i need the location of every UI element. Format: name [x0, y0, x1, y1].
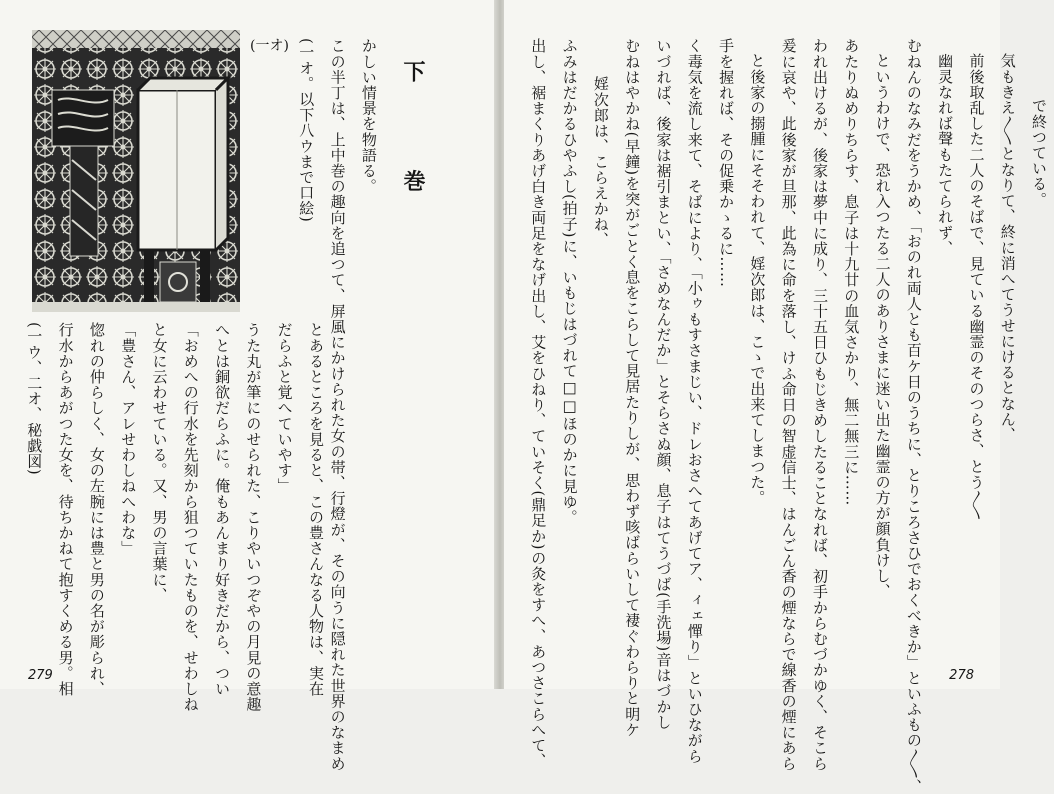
intro-line: かしい情景を物語る。 — [359, 38, 378, 194]
page-number-left: 279 — [28, 668, 53, 683]
body-line: むねんのなみだをうかめ、「おのれ両人とも百ケ日のうちに、とりころさひでおくべきか」といふもの〳〵、 — [904, 38, 923, 794]
body-line: 「おめへの行水を先刻から狙つていたものを、せわしね — [181, 322, 200, 712]
intro-line: この半丁は、上中巻の趣向を追つて、屏風にかけられた女の帯、行燈が、その向うに隠れた世界のなまめ — [328, 38, 347, 772]
body-line: と女に云わせている。又、男の言葉に、 — [150, 322, 169, 603]
body-line: だらふと覚へていやす」 — [275, 322, 294, 494]
body-line: あたりぬめりちらす、息子は十九廿の血気さかり、無二無三に…… — [842, 38, 861, 506]
body-line: 「豊さん、アレせわしねへわな」 — [119, 322, 138, 556]
section-title: (一ウ、二オ、秘戯図) — [25, 322, 44, 476]
right-page — [504, 0, 1049, 794]
body-line: く毒気を流し来て、そばにより、「小ゥもすさまじい、ドレおさへてあげてア、ィェ憚り」といひながら — [685, 38, 704, 764]
body-line: むねはやかね(早鐘)を突がごとく息をこらして見居たりしが、思わず咳ばらいして褄ぐわらりと明ケ — [623, 38, 642, 738]
page-number-right: 278 — [949, 668, 974, 683]
body-line: とあるところを見ると、この豊さんなる人物は、実在 — [306, 322, 325, 697]
left-page — [0, 0, 496, 772]
body-line: 前後取乱した二人のそばで、見ている幽霊のそのつらさ、とう〳〵 — [967, 53, 986, 521]
body-line: 手を握れば、その促乗かゝるに…… — [717, 38, 736, 288]
body-line: われ出けるが、後家は夢中に成り、三十五日ひもじきめしたることなれば、初手からむづかゆく、そこら — [810, 38, 829, 772]
body-line: 幽灵なれば聲もたてられず、 — [936, 53, 955, 256]
body-line: いづれば、後家は裾引まとい、「さめなんだか」とそらさぬ顔、息子はてうづば(手洗場)音はづかし — [654, 38, 673, 730]
illustration-caption: (一オ) — [250, 38, 289, 54]
body-line: うた丸が筆にのせられた、こりやいつぞやの月見の意趣 — [244, 322, 263, 712]
body-line: 気もきえ〳〵となりて、終に消へてうせにけるとなん、 — [998, 53, 1017, 443]
illustration-image — [32, 30, 240, 312]
body-line: ふみはだかるひやふし(拍子)に、いもじはづれて□□ほのかに見ゆ。 — [560, 38, 579, 525]
body-line: で終つている。 — [1030, 98, 1049, 208]
body-line: 出し、裾まくりあげ白き両足をなげ出し、艾をひねり、ていそく(鼎足か)の灸をすへ、あつさこらへて、 — [529, 38, 548, 769]
woodblock-print-illustration — [32, 30, 240, 312]
body-line: 惚れの仲らしく、女の左腕には豊と男の名が彫られ、 — [87, 322, 106, 697]
body-line: 婬次郎は、こらえかね、 — [591, 75, 610, 248]
body-line: 行水からあがつた女を、待ちかねて抱すくめる男。相 — [56, 322, 75, 697]
body-line: というわけで、恐れ入つたる二人のありさまに迷い出た幽霊の方が顔負けし、 — [873, 53, 892, 599]
body-line: と後家の搦腫にそそわれて、婬次郎は、こゝで出来てしまつた。 — [748, 53, 767, 506]
volume-heading: 下 巻 — [400, 60, 425, 232]
body-line: へとは銅欲だらふに。俺もあんまり好きだから、つい — [213, 322, 232, 697]
intro-line: (一オ。以下八ウまで口絵) — [297, 38, 316, 223]
body-line: 爰に哀や、此後家が旦那、此為に命を落し、けふ命日の智虚信士、はんごん香の煙ならで線香の煙にあら — [779, 38, 798, 772]
